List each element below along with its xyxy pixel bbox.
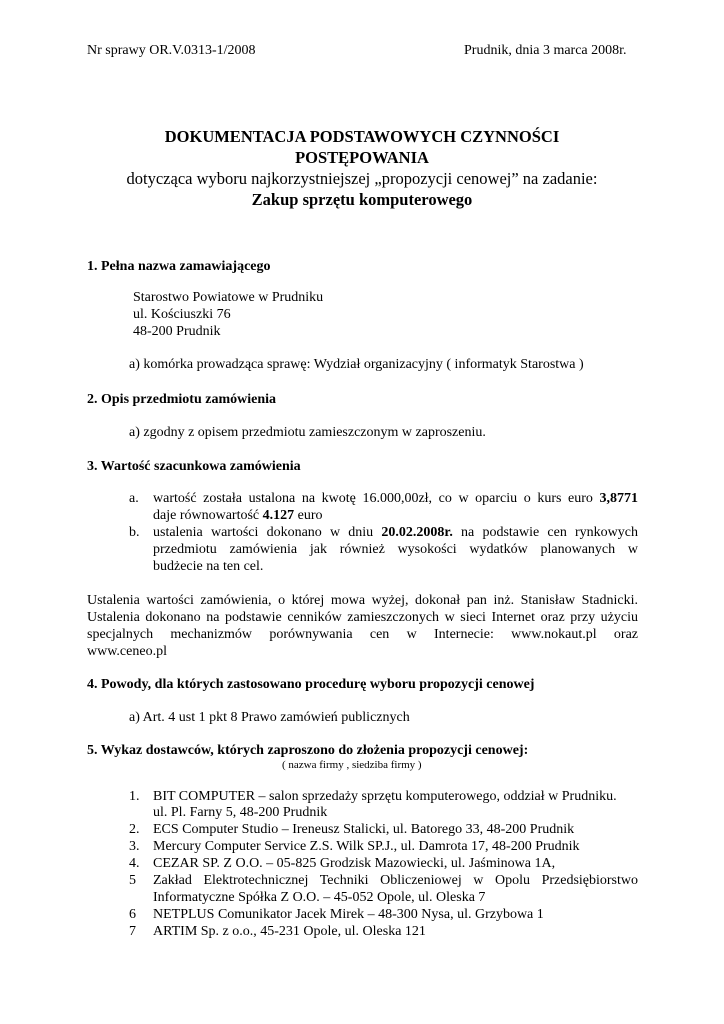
section5-note: ( nazwa firmy , siedziba firmy ) bbox=[282, 759, 422, 771]
paragraph-line-3: specjalnych mechanizmów porównywania cen w Internecie: www.nokaut.pl oraz bbox=[87, 627, 638, 642]
supplier-6-marker: 6 bbox=[129, 907, 136, 922]
paragraph-line-2: Ustalenia dokonano na podstawie cenników zamieszczonych w sieci Internet oraz przy użyciu bbox=[87, 610, 638, 625]
supplier-7-marker: 7 bbox=[129, 924, 136, 939]
section2-heading: 2. Opis przedmiotu zamówienia bbox=[87, 392, 276, 407]
document-title-line2: POSTĘPOWANIA bbox=[295, 148, 429, 167]
section3-marker-b: b. bbox=[129, 525, 140, 540]
supplier-6-line1: NETPLUS Comunikator Jacek Mirek – 48-300 Nysa, ul. Grzybowa 1 bbox=[153, 907, 544, 922]
supplier-2-line1: ECS Computer Studio – Ireneusz Stalicki, ul. Batorego 33, 48-200 Prudnik bbox=[153, 822, 575, 837]
supplier-3-line1: Mercury Computer Service Z.S. Wilk SP.J., ul. Damrota 17, 48-200 Prudnik bbox=[153, 839, 580, 854]
section3-b-line2: przedmiotu zamówienia jak również wysokości wydatków planowanych w bbox=[153, 542, 638, 557]
section2-item-a: a) zgodny z opisem przedmiotu zamieszczonym w zaproszeniu. bbox=[129, 425, 486, 440]
case-number: Nr sprawy OR.V.0313-1/2008 bbox=[87, 43, 256, 58]
section3-a-line1: wartość została ustalona na kwotę 16.000,00zł, co w oparciu o kurs euro 3,8771 bbox=[153, 491, 638, 506]
estimation-date: 20.02.2008r. bbox=[381, 525, 453, 540]
supplier-3-marker: 3. bbox=[129, 839, 140, 854]
supplier-1-line1: BIT COMPUTER – salon sprzedaży sprzętu komputerowego, oddział w Prudniku. bbox=[153, 789, 617, 804]
supplier-1-line2: ul. Pl. Farny 5, 48-200 Prudnik bbox=[153, 805, 328, 820]
section3-heading: 3. Wartość szacunkowa zamówienia bbox=[87, 459, 301, 474]
supplier-1-marker: 1. bbox=[129, 789, 140, 804]
supplier-2-marker: 2. bbox=[129, 822, 140, 837]
document-title-line1: DOKUMENTACJA PODSTAWOWYCH CZYNNOŚCI bbox=[164, 127, 560, 146]
supplier-4-marker: 4. bbox=[129, 856, 140, 871]
supplier-4-line1: CEZAR SP. Z O.O. – 05-825 Grodzisk Mazowiecki, ul. Jaśminowa 1A, bbox=[153, 856, 556, 871]
section1-heading: 1. Pełna nazwa zamawiającego bbox=[87, 259, 271, 274]
section4-heading: 4. Powody, dla których zastosowano procedurę wyboru propozycji cenowej bbox=[87, 677, 535, 692]
task-name: Zakup sprzętu komputerowego bbox=[251, 190, 473, 209]
paragraph-line-4: www.ceneo.pl bbox=[87, 644, 167, 659]
section1-item-a: a) komórka prowadząca sprawę: Wydział organizacyjny ( informatyk Starostwa ) bbox=[129, 357, 584, 372]
supplier-5-marker: 5 bbox=[129, 873, 136, 888]
supplier-5-line1: Zakład Elektrotechnicznej Techniki Obliczeniowej w Opolu Przedsiębiorstwo bbox=[153, 873, 638, 888]
euro-rate: 3,8771 bbox=[599, 491, 638, 506]
section4-item-a: a) Art. 4 ust 1 pkt 8 Prawo zamówień publicznych bbox=[129, 710, 410, 725]
section3-b-line1: ustalenia wartości dokonano w dniu 20.02.2008r. na podstawie cen rynkowych bbox=[153, 525, 639, 540]
paragraph-line-1: Ustalenia wartości zamówienia, o której mowa wyżej, dokonał pan inż. Stanisław Stadnicki. bbox=[87, 593, 638, 608]
section5-heading: 5. Wykaz dostawców, których zaproszono do złożenia propozycji cenowej: bbox=[87, 743, 529, 758]
address-line-3: 48-200 Prudnik bbox=[133, 324, 221, 339]
section3-b-line3: budżecie na ten cel. bbox=[153, 559, 264, 574]
supplier-5-line2: Informatyczne Spółka Z O.O. – 45-052 Opole, ul. Oleska 7 bbox=[153, 890, 486, 905]
address-line-2: ul. Kościuszki 76 bbox=[133, 307, 231, 322]
section3-marker-a: a. bbox=[129, 491, 139, 506]
euro-value: 4.127 bbox=[262, 508, 295, 523]
place-date: Prudnik, dnia 3 marca 2008r. bbox=[464, 43, 627, 58]
address-line-1: Starostwo Powiatowe w Prudniku bbox=[133, 290, 324, 305]
supplier-7-line1: ARTIM Sp. z o.o., 45-231 Opole, ul. Oleska 121 bbox=[153, 924, 426, 939]
document-subtitle: dotycząca wyboru najkorzystniejszej „propozycji cenowej” na zadanie: bbox=[126, 169, 598, 188]
section3-a-line2: daje równowartość 4.127 euro bbox=[153, 508, 323, 523]
